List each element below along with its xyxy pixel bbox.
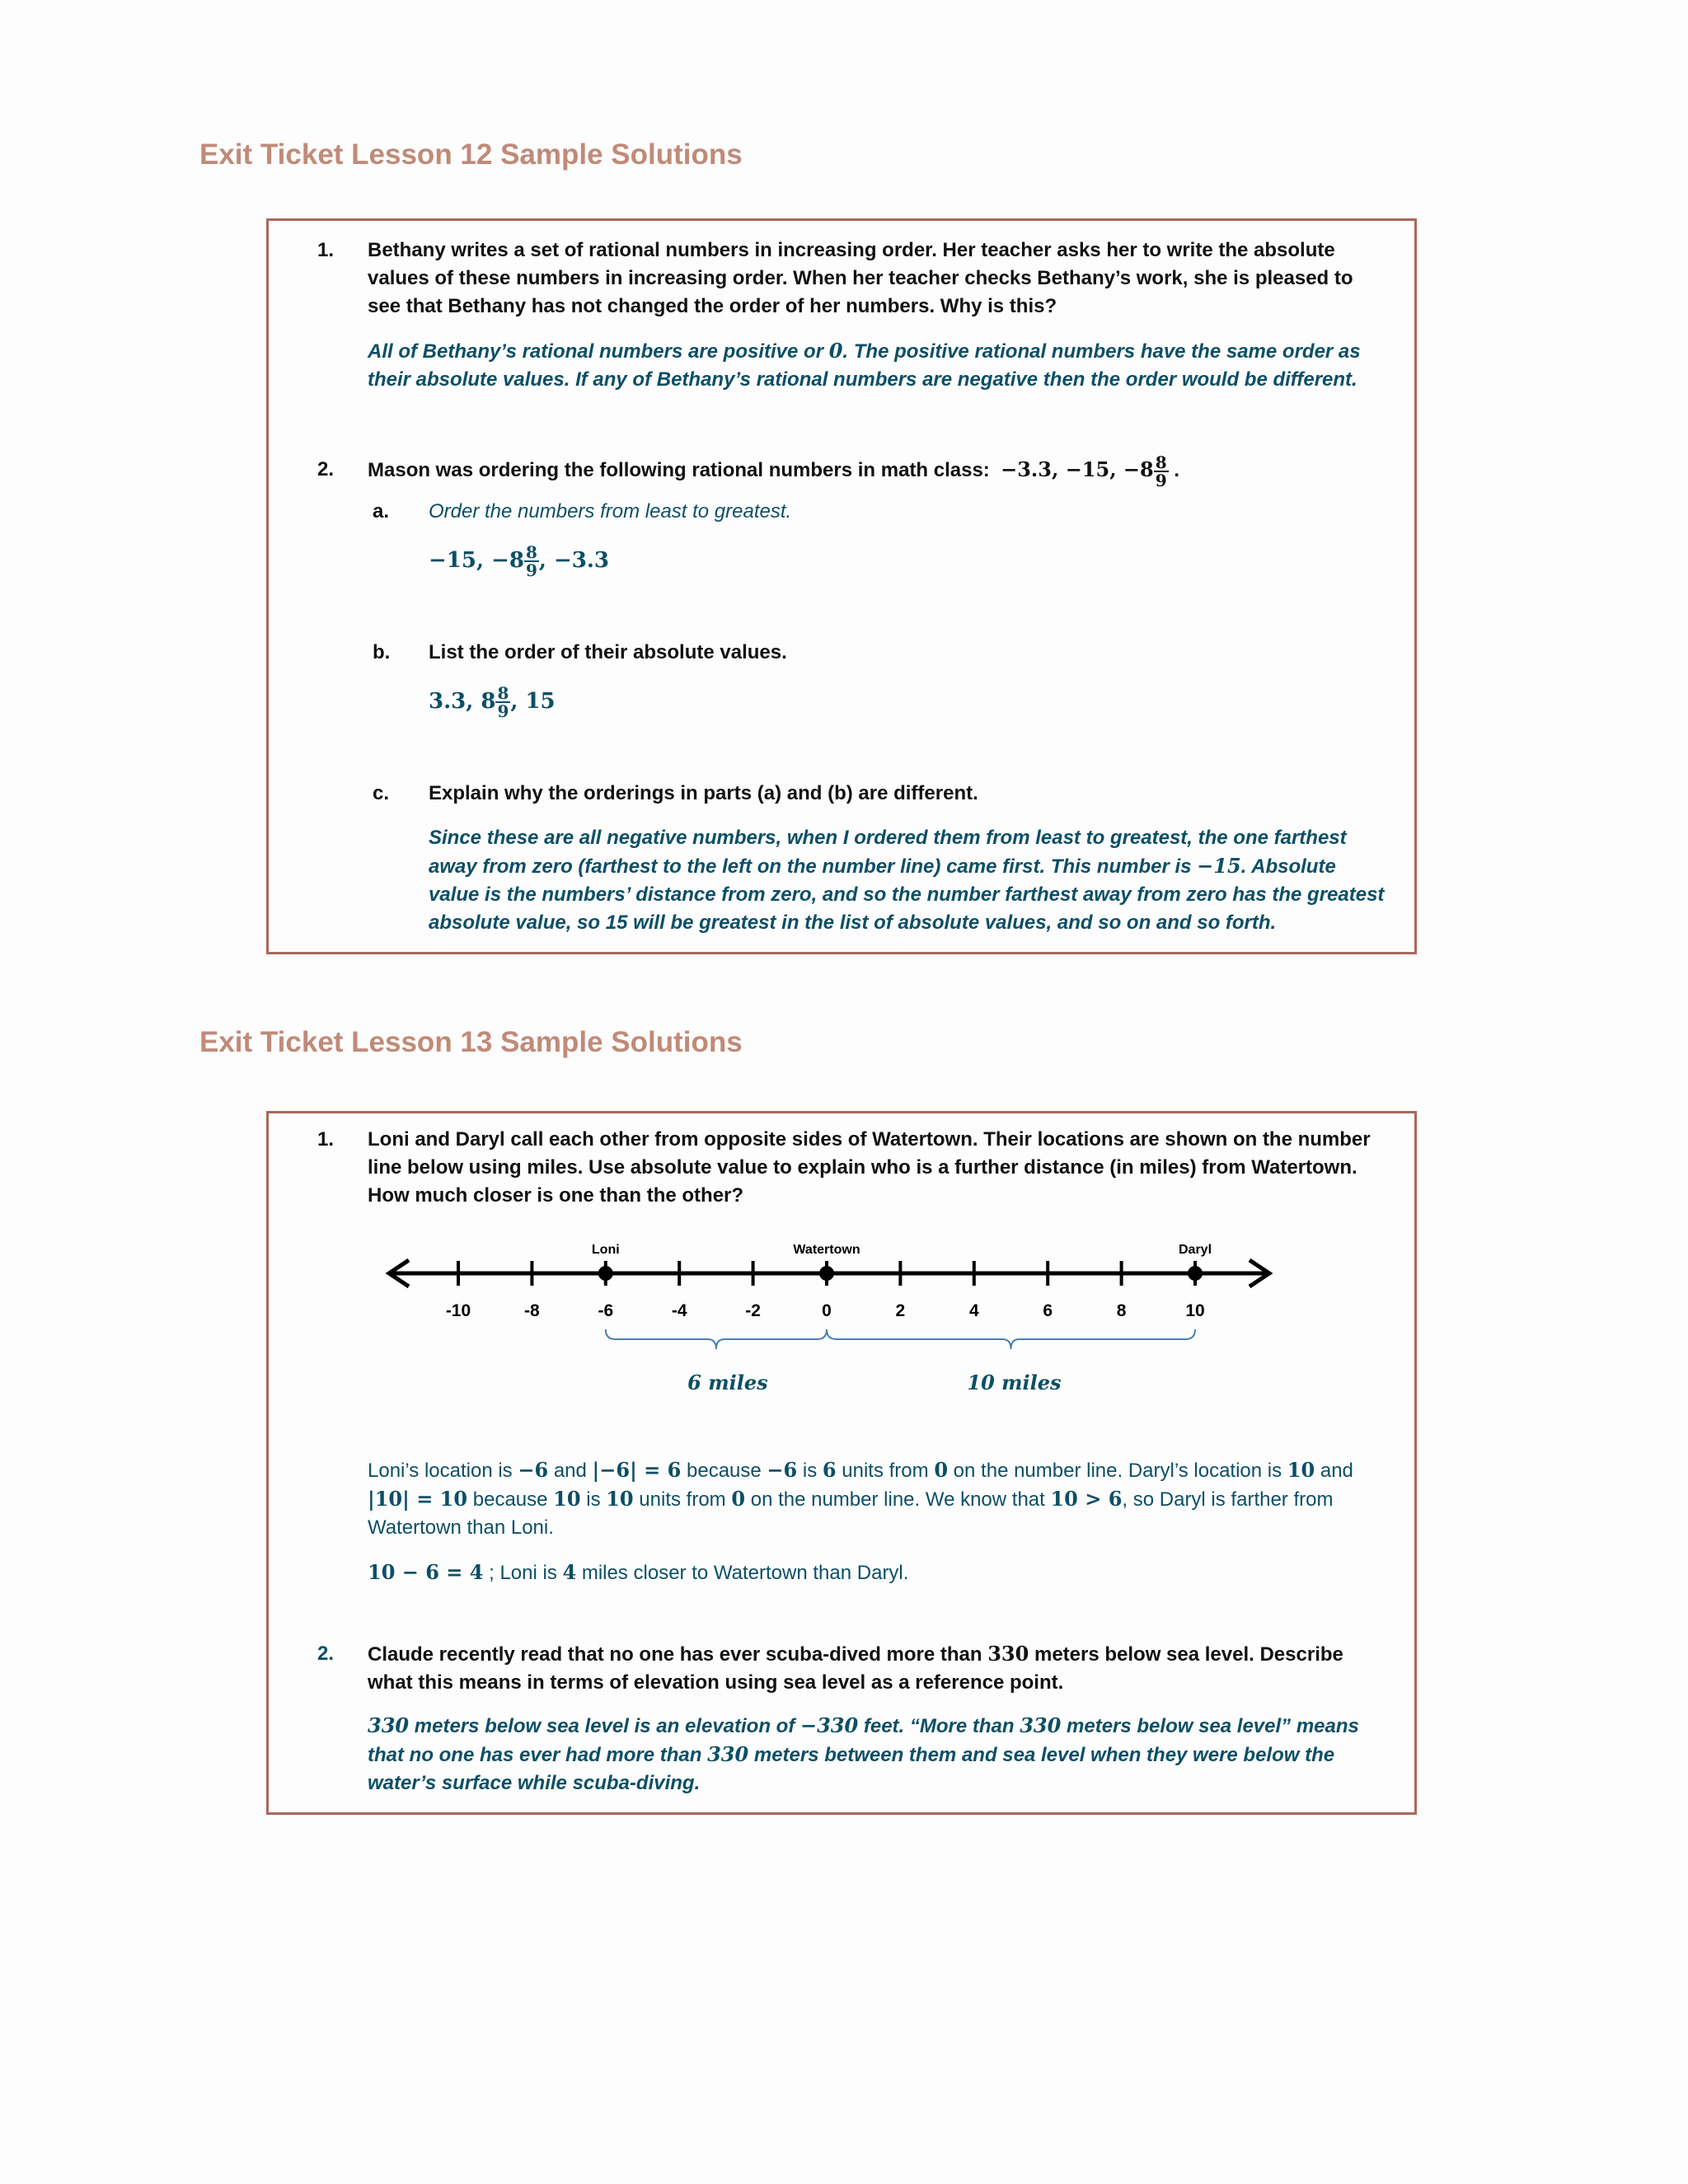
question-1-text: Loni and Daryl call each other from opposite sides of Watertown. Their locations are shown on the number line below using miles. Use absolute value to explain who is a further distance (in miles) from Watertown. How much closer is one than the other? xyxy=(368,1128,1371,1207)
point-watertown xyxy=(819,1266,834,1281)
point-label: Daryl xyxy=(1178,1243,1212,1257)
part-letter: a. xyxy=(373,500,390,523)
tick-label: 2 xyxy=(895,1301,906,1320)
tick-label: 10 xyxy=(1185,1301,1205,1320)
brace-right-label: 10 miles xyxy=(967,1371,1062,1394)
part-letter: b. xyxy=(373,641,391,663)
tick-label: 0 xyxy=(822,1301,832,1320)
question-1-text: Bethany writes a set of rational numbers in increasing order. Her teacher asks her to write the absolute values of these numbers in increasing order. When her teacher checks Bethany’s work, she is pleased to see that Bethany has not changed the order of her numbers. Why is this? xyxy=(368,239,1353,317)
tick-label: 8 xyxy=(1116,1301,1127,1320)
brace-left xyxy=(606,1329,827,1349)
question-number: 2. xyxy=(317,1643,335,1665)
lesson12-heading: Exit Ticket Lesson 12 Sample Solutions xyxy=(199,138,743,171)
part-b-prompt: List the order of their absolute values. xyxy=(429,641,787,663)
point-loni xyxy=(598,1266,613,1281)
fraction: $\frac{8}{9}$ xyxy=(1155,452,1167,490)
tick-label: -10 xyxy=(445,1301,471,1320)
part-c-answer: Since these are all negative numbers, when I ordered them from least to greatest, the one farthest away from zero (farthest to the left on the number line) came first. This number is −15. Absolute value is the numbers’ distance from zero, and so the number farthest away from zero has the greatest absolute value, so 15 will be greatest in the list of absolute values, and so on and so forth. xyxy=(429,827,1385,934)
point-label: Loni xyxy=(591,1243,620,1257)
part-letter: c. xyxy=(373,782,390,804)
question-2-answer: 330 meters below sea level is an elevation of −330 feet. “More than 330 meters below sea level” means that no one has ever had more than 330 meters between them and sea level when they were below the water’s surface while scuba-diving. xyxy=(368,1713,1359,1794)
tick-label: 6 xyxy=(1043,1301,1053,1320)
tick-label: -2 xyxy=(745,1301,761,1320)
part-a-prompt: Order the numbers from least to greatest. xyxy=(429,500,792,523)
question-1-answer: All of Bethany’s rational numbers are positive or 0. The positive rational numbers have the same order as their absolute values. If any of Bethany’s rational numbers are negative then the order would be different. xyxy=(368,339,1361,391)
point-daryl xyxy=(1188,1266,1203,1281)
question-1-solution: Loni’s location is −6 and |−6| = 6 because −6 is 6 units from 0 on the number line. Daryl’s location is 10 and |10| = 10 because 10 is 10 units from 0 on the number line. We know that 10 > 6, so Daryl is farther from Watertown than Loni. xyxy=(368,1458,1353,1539)
number-line-figure xyxy=(379,1232,1286,1405)
lesson13-heading: Exit Ticket Lesson 13 Sample Solutions xyxy=(199,1026,743,1058)
tick-label: -4 xyxy=(671,1301,687,1320)
tick-label: -8 xyxy=(524,1301,540,1320)
tick-label: 4 xyxy=(968,1301,979,1320)
question-2-text: Mason was ordering the following rational numbers in math class: −3.3, −15, −8 $\frac{8}{9}$ . xyxy=(368,452,1179,490)
question-2-text: Claude recently read that no one has ever scuba-dived more than 330 meters below sea level. Describe what this means in terms of elevation using sea level as a reference point. xyxy=(368,1642,1343,1694)
part-a-answer: −15, −8 $\frac{8}{9}$ , −3.3 xyxy=(429,542,609,580)
question-number: 1. xyxy=(317,239,335,261)
part-c-prompt: Explain why the orderings in parts (a) and (b) are different. xyxy=(429,782,978,804)
question-1-difference: 10 − 6 = 4 ; Loni is 4 miles closer to Watertown than Daryl. xyxy=(368,1560,909,1584)
brace-left-label: 6 miles xyxy=(687,1371,768,1394)
part-b-answer: 3.3, 8 $\frac{8}{9}$ , 15 xyxy=(429,683,556,721)
brace-right xyxy=(827,1329,1195,1349)
tick-label: -6 xyxy=(598,1301,614,1320)
question-number: 1. xyxy=(317,1128,335,1151)
point-label: Watertown xyxy=(793,1243,860,1257)
question-number: 2. xyxy=(317,458,335,480)
